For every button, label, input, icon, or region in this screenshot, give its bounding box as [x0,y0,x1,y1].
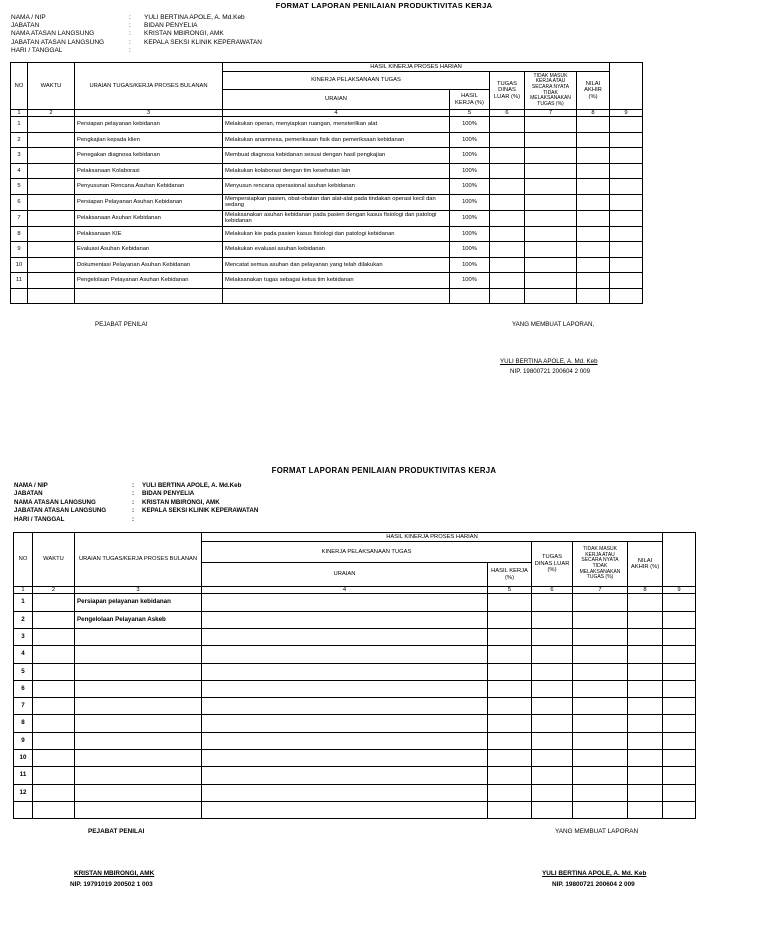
row-no: 7 [14,698,33,715]
row-uraian: Melakukan operan, menyiapkan ruangan, mensterilkan alat [223,117,450,133]
header-hasil-kerja: HASIL KERJA (%) [450,90,490,110]
row-empty-cell [663,732,696,749]
row-no: 10 [14,750,33,767]
table-row [14,750,696,767]
info-row-nama: NAMA / NIP : YULI BERTINA APOLE, A. Md.Keb [11,14,245,21]
row-empty-cell [532,715,573,732]
row-empty-cell [532,698,573,715]
row-hasil: 100% [450,148,490,164]
header-tugas-dinas: TUGAS DINAS LUAR (%) [532,542,573,587]
col-number: 3 [75,110,223,117]
row-empty-cell [532,801,573,818]
row-no: 6 [14,680,33,697]
row-tugas: Pengelolaan Pelayanan Askeb [75,611,202,628]
info-label: HARI / TANGGAL [11,46,63,54]
row-empty-cell [488,767,532,784]
info-label: NAMA ATASAN LANGSUNG [11,30,95,38]
row-waktu [33,767,75,784]
row-empty-cell [202,801,488,818]
info-label: NAMA / NIP [11,14,46,21]
row-tugas [75,767,202,784]
row-no: 5 [14,663,33,680]
row-waktu [33,680,75,697]
row-no: 3 [14,629,33,646]
row-no: 1 [14,594,33,611]
employee-info [14,482,258,524]
row-hasil: 100% [450,132,490,148]
row-no: 11 [11,273,28,289]
row-tugas: Dokumentasi Pelayanan Asuhan Kebidanan [75,257,223,273]
row-empty-cell [532,680,573,697]
row-empty-cell [532,732,573,749]
row-waktu [33,629,75,646]
table-row [14,767,696,784]
row-no: 5 [11,179,28,195]
row-empty-cell [202,611,488,628]
table-row [14,663,696,680]
header-tidak-masuk: TIDAK MASUK KERJA ATAU SECARA NYATA TIDAK MELAKSANAKAN TUGAS (%) [573,542,628,587]
report-2-rows [14,594,696,819]
row-empty-cell [663,629,696,646]
row-empty-cell [663,663,696,680]
row-empty-cell [488,680,532,697]
info-value: KEPALA SEKSI KLINIK KEPERAWATAN [142,507,259,515]
row-tugas [75,646,202,663]
pejabat-nip: NIP. 19791019 200502 1 003 [70,881,153,888]
row-empty-cell [573,715,628,732]
info-row-tanggal: HARI / TANGGAL : [14,515,135,523]
table-row [14,680,696,697]
row-waktu [33,611,75,628]
row-no: 4 [11,163,28,179]
row-no: 6 [11,194,28,210]
info-row-jabatan-atasan: JABATAN ATASAN LANGSUNG : KEPALA SEKSI KLINIK KEPERAWATAN [11,38,263,46]
row-waktu [33,646,75,663]
info-row-tanggal: HARI / TANGGAL : [11,46,131,54]
row-tugas [75,663,202,680]
col-number: 3 [75,587,202,594]
info-label: HARI / TANGGAL [14,515,65,523]
row-empty-cell [628,801,663,818]
info-value: KRISTAN MBIRONGI, AMK [142,498,220,506]
col-number: 8 [628,587,663,594]
row-no: 7 [11,210,28,226]
row-empty-cell [573,611,628,628]
row-uraian: Menyusun rencana operasional asuhan kebidanan [223,179,450,195]
row-empty-cell [532,646,573,663]
table-row [14,594,696,611]
row-hasil: 100% [450,210,490,226]
row-empty-cell [202,698,488,715]
report-title: FORMAT LAPORAN PENILAIAN PRODUKTIVITAS KERJA [275,1,493,10]
row-no: 10 [11,257,28,273]
row-empty-cell [488,715,532,732]
row-empty-cell [628,629,663,646]
row-waktu [33,750,75,767]
header-hasil-kinerja: HASIL KINERJA PROSES HARIAN [223,63,610,72]
row-empty-cell [573,629,628,646]
header-no: NO [11,63,28,110]
row-no: 2 [11,132,28,148]
row-empty-cell [532,767,573,784]
row-empty-cell [532,663,573,680]
col-number: 8 [577,110,610,117]
row-empty-cell [14,801,33,818]
row-empty-cell [532,594,573,611]
row-empty-cell [573,663,628,680]
info-value: KRISTAN MBIRONGI, AMK [144,30,224,38]
info-value: KEPALA SEKSI KLINIK KEPERAWATAN [144,38,263,46]
row-tugas: Pengelolaan Pelayanan Asuhan Kebidanan [75,273,223,289]
row-tugas [75,715,202,732]
table-row-empty [14,801,696,818]
header-nilai-akhir: NILAI AKHIR (%) [628,542,663,587]
row-empty-cell [202,715,488,732]
header-uraian-tugas: URAIAN TUGAS/KERJA PROSES BULANAN [75,533,202,587]
info-row-jabatan-atasan: JABATAN ATASAN LANGSUNG : KEPALA SEKSI KLINIK KEPERAWATAN [14,507,259,515]
table-row [14,611,696,628]
row-uraian: Melakukan anamnesa, pemeriksaan fisik dan pemeriksaan kebidanan [223,132,450,148]
header-uraian: URAIAN [223,90,450,110]
info-label: JABATAN [11,22,40,30]
col-number: 1 [11,110,28,117]
table-row [14,629,696,646]
info-label: JABATAN [14,490,43,498]
pembuat-name: YULI BERTINA APOLE, A. Md. Keb [500,358,598,365]
row-empty-cell [573,784,628,801]
header-no: NO [14,533,33,587]
header-uraian: URAIAN [202,563,488,587]
header-kinerja-pelaksanaan: KINERJA PELAKSANAAN TUGAS [223,72,490,90]
col-number: 4 [223,110,450,117]
pembuat-name: YULI BERTINA APOLE, A. Md. Keb [542,870,647,877]
row-empty-cell [628,663,663,680]
row-no: 2 [14,611,33,628]
row-empty-cell [488,646,532,663]
row-no: 9 [14,732,33,749]
header-tidak-masuk: TIDAK MASUK KERJA ATAU SECARA NYATA TIDAK MELAKSANAKAN TUGAS (%) [525,72,577,110]
row-hasil: 100% [450,257,490,273]
row-empty-cell [573,750,628,767]
row-empty-cell [663,767,696,784]
row-empty-cell [488,801,532,818]
row-empty-cell [202,663,488,680]
table-row [14,732,696,749]
header-tugas-dinas: TUGAS DINAS LUAR (%) [490,72,525,110]
row-empty-cell [202,629,488,646]
row-empty-cell [488,698,532,715]
row-empty-cell [663,611,696,628]
row-waktu [33,732,75,749]
col-number: 1 [14,587,33,594]
header-hasil-kinerja: HASIL KINERJA PROSES HARIAN [202,533,663,542]
row-empty-cell [628,732,663,749]
row-empty-cell [628,698,663,715]
row-tugas [75,784,202,801]
row-hasil: 100% [450,163,490,179]
pembuat-nip: NIP. 19800721 200604 2 009 [510,368,591,375]
info-row-atasan: NAMA ATASAN LANGSUNG : KRISTAN MBIRONGI, AMK [11,30,224,38]
pembuat-laporan-label: YANG MEMBUAT LAPORAN [555,828,639,835]
col-number: 2 [28,110,75,117]
row-empty-cell [532,784,573,801]
info-row-atasan: NAMA ATASAN LANGSUNG : KRISTAN MBIRONGI, AMK [14,498,220,506]
row-empty-cell [628,767,663,784]
row-empty-cell [573,594,628,611]
row-empty-cell [532,629,573,646]
row-hasil: 100% [450,242,490,258]
row-empty-cell [488,750,532,767]
row-empty-cell [663,784,696,801]
header-nilai-akhir: NILAI AKHIR (%) [577,72,610,110]
row-uraian: Melaksanakan tugas sebagai ketua tim kebidanan [223,273,450,289]
info-label: JABATAN ATASAN LANGSUNG [14,507,107,515]
row-uraian: Melakukan evaluasi asuhan kebidanan [223,242,450,258]
row-tugas: Pelaksanaan Kolaborasi [75,163,223,179]
row-empty-cell [33,801,75,818]
row-empty-cell [202,732,488,749]
report-table [13,532,696,819]
row-empty-cell [488,663,532,680]
row-empty-cell [488,732,532,749]
row-uraian: Mencatat semua asuhan dan pelayanan yang telah dilakukan [223,257,450,273]
row-tugas: Persiapan pelayanan kebidanan [75,117,223,133]
table-row [14,715,696,732]
row-no: 11 [14,767,33,784]
col-number: 2 [33,587,75,594]
row-tugas: Pengkajian kepada klien [75,132,223,148]
row-tugas: Persiapan pelayanan kebidanan [75,594,202,611]
row-hasil: 100% [450,117,490,133]
col-number: 5 [488,587,532,594]
col-number: 9 [610,110,643,117]
row-empty-cell [488,594,532,611]
pembuat-laporan-label: YANG MEMBUAT LAPORAN, [512,321,595,328]
row-tugas [75,698,202,715]
header-kinerja-pelaksanaan: KINERJA PELAKSANAAN TUGAS [202,542,532,563]
pejabat-penilai-label: PEJABAT PENILAI [88,828,145,835]
info-label: JABATAN ATASAN LANGSUNG [11,38,105,46]
row-empty-cell [573,680,628,697]
row-empty-cell [628,784,663,801]
row-no: 8 [14,715,33,732]
row-no: 1 [11,117,28,133]
row-tugas [75,680,202,697]
row-tugas: Penyusunan Rencana Asuhan Kebidanan [75,179,223,195]
info-label: NAMA / NIP [14,482,48,489]
row-hasil: 100% [450,273,490,289]
row-empty-cell [663,594,696,611]
col-number: 6 [532,587,573,594]
row-empty-cell [488,611,532,628]
row-waktu [33,698,75,715]
row-uraian: Membuat diagnosa kebidanan sesuai dengan hasil pengkajian [223,148,450,164]
row-waktu [33,784,75,801]
row-no: 8 [11,226,28,242]
row-tugas: Persiapan Pelayanan Asuhan Kebidanan [75,194,223,210]
table-row [14,784,696,801]
row-no: 3 [11,148,28,164]
row-empty-cell [573,698,628,715]
header-waktu: WAKTU [33,533,75,587]
row-empty-cell [628,715,663,732]
row-empty-cell [663,680,696,697]
row-empty-cell [628,646,663,663]
row-empty-cell [573,767,628,784]
pejabat-name: KRISTAN MBIRONGI, AMK [74,870,155,877]
row-empty-cell [573,801,628,818]
row-empty-cell [202,784,488,801]
row-empty-cell [663,715,696,732]
col-number: 6 [490,110,525,117]
row-no: 9 [11,242,28,258]
row-empty-cell [628,680,663,697]
col-number: 7 [525,110,577,117]
row-waktu [33,715,75,732]
table-row [14,698,696,715]
row-empty-cell [202,767,488,784]
row-empty-cell [628,611,663,628]
row-no: 12 [14,784,33,801]
header-waktu: WAKTU [28,63,75,110]
report-title: FORMAT LAPORAN PENILAIAN PRODUKTIVITAS KERJA [271,466,497,475]
row-empty-cell [202,594,488,611]
row-uraian: Melakukan kolaborasi dengan tim kesehatan lain [223,163,450,179]
col-number: 7 [573,587,628,594]
row-empty-cell [488,629,532,646]
row-tugas: Pelaksanaan Asuhan Kebidanan [75,210,223,226]
table-row [14,646,696,663]
row-empty-cell [202,646,488,663]
row-empty-cell [628,750,663,767]
row-waktu [33,594,75,611]
info-value: YULI BERTINA APOLE, A. Md.Keb [144,14,245,21]
row-uraian: Melaksanakan asuhan kebidanan pada pasien dengan kasus fisiologi dan patologi kebidanan [223,210,450,226]
info-label: NAMA ATASAN LANGSUNG [14,498,96,506]
row-empty-cell [663,801,696,818]
row-uraian: Mempersiapkan pasien, obat-obatan dan alat-alat pada tindakan operasi kecil dan sedang [223,194,450,210]
row-waktu [33,663,75,680]
row-hasil: 100% [450,179,490,195]
row-empty-cell [75,801,202,818]
header-hasil-kerja: HASIL KERJA (%) [488,563,532,587]
info-value: YULI BERTINA APOLE, A. Md.Keb [142,482,242,489]
info-row-jabatan: JABATAN : BIDAN PENYELIA [14,490,195,498]
row-empty-cell [628,594,663,611]
row-empty-cell [573,646,628,663]
row-tugas: Evaluasi Asuhan Kebidanan [75,242,223,258]
row-no: 4 [14,646,33,663]
row-tugas [75,629,202,646]
info-value: BIDAN PENYELIA [144,22,198,30]
row-tugas [75,732,202,749]
pembuat-nip: NIP. 19800721 200604 2 009 [552,881,635,888]
col-number: 5 [450,110,490,117]
info-row-nama: NAMA / NIP : YULI BERTINA APOLE, A. Md.Keb [14,482,242,489]
row-empty-cell [488,784,532,801]
info-value: BIDAN PENYELIA [142,490,195,498]
info-row-jabatan: JABATAN : BIDAN PENYELIA [11,22,198,30]
row-empty-cell [663,646,696,663]
row-empty-cell [202,750,488,767]
pejabat-penilai-label: PEJABAT PENILAI [95,321,148,328]
row-empty-cell [532,611,573,628]
row-empty-cell [573,732,628,749]
header-uraian-tugas: URAIAN TUGAS/KERJA PROSES BULANAN [75,63,223,110]
col-number: 9 [663,587,696,594]
row-empty-cell [663,750,696,767]
row-tugas [75,750,202,767]
col-number: 4 [202,587,488,594]
row-uraian: Melakukan kie pada pasien kasus fisiologi dan patologi kebidanan [223,226,450,242]
row-empty-cell [202,680,488,697]
row-tugas: Penegakan diagnosa kebidanan [75,148,223,164]
row-empty-cell [663,698,696,715]
row-tugas: Pelaksanaan KIE [75,226,223,242]
row-hasil: 100% [450,194,490,210]
row-empty-cell [532,750,573,767]
row-hasil: 100% [450,226,490,242]
